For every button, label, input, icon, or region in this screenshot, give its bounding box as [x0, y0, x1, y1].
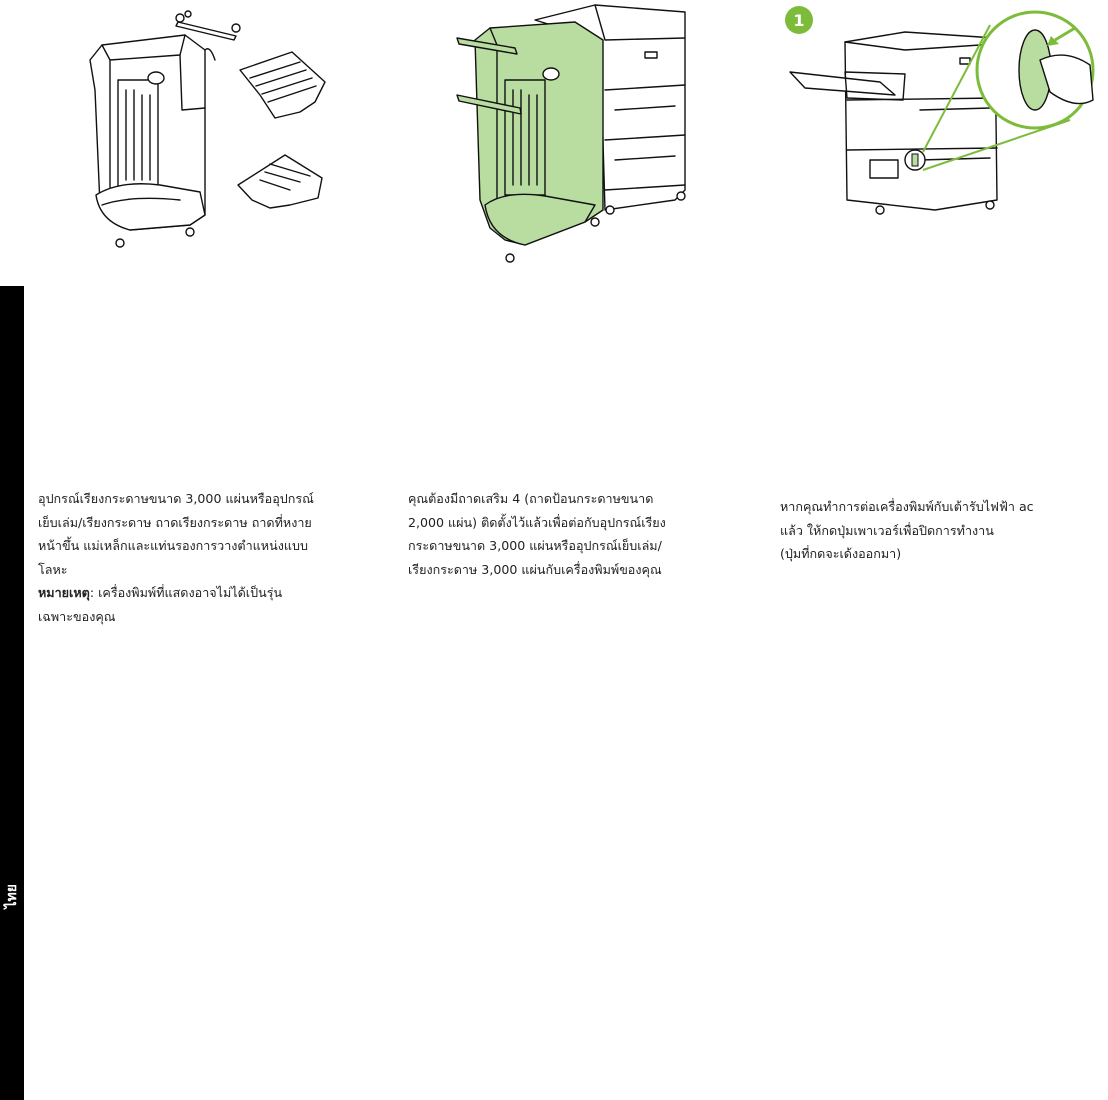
note-label: หมายเหตุ — [38, 585, 90, 600]
text-line: 2,000 แผ่น) ติดตั้งไว้แล้วเพื่อต่อกับอุปกรณ์เรียง — [408, 514, 666, 530]
printer-with-finisher-illustration — [445, 0, 695, 269]
accessories-description — [38, 487, 378, 628]
text-line: กระดาษขนาด 3,000 แผ่นหรืออุปกรณ์เย็บเล่ม/ — [408, 538, 662, 553]
tray4-requirement-description — [408, 487, 738, 581]
text-line: แล้ว ให้กดปุ่มเพาเวอร์เพื่อปิดการทำงาน — [780, 522, 994, 538]
power-off-instruction — [780, 495, 1102, 566]
language-tab-label: ไทย — [4, 884, 20, 909]
text-line: เรียงกระดาษ 3,000 แผ่นกับเครื่องพิมพ์ของคุณ — [408, 561, 662, 577]
text-line: เย็บเล่ม/เรียงกระดาษ ถาดเรียงกระดาษ ถาดที่หงาย — [38, 514, 312, 530]
text-line: คุณต้องมีถาดเสริม 4 (ถาดป้อนกระดาษขนาด — [408, 491, 654, 506]
step-number-label: 1 — [793, 11, 805, 30]
text-line: หน้าขึ้น แม่เหล็กและแท่นรองการวางตำแหน่งแบบ — [38, 538, 308, 553]
note-line — [38, 581, 378, 605]
note-text-line: เฉพาะของคุณ — [38, 608, 116, 624]
note-text: : เครื่องพิมพ์ที่แสดงอาจไม่ได้เป็นรุ่น — [89, 585, 283, 600]
text-line: อุปกรณ์เรียงกระดาษขนาด 3,000 แผ่นหรืออุปกรณ์ — [38, 491, 314, 506]
power-button-illustration — [785, 0, 1105, 234]
text-line: (ปุ่มที่กดจะเด้งออกมา) — [780, 546, 902, 561]
finisher-accessories-illustration — [60, 0, 350, 264]
text-line: โลหะ — [38, 561, 68, 577]
language-side-tab — [0, 286, 24, 1100]
text-line: หากคุณทำการต่อเครื่องพิมพ์กับเต้ารับไฟฟ้า ac — [780, 499, 1034, 514]
